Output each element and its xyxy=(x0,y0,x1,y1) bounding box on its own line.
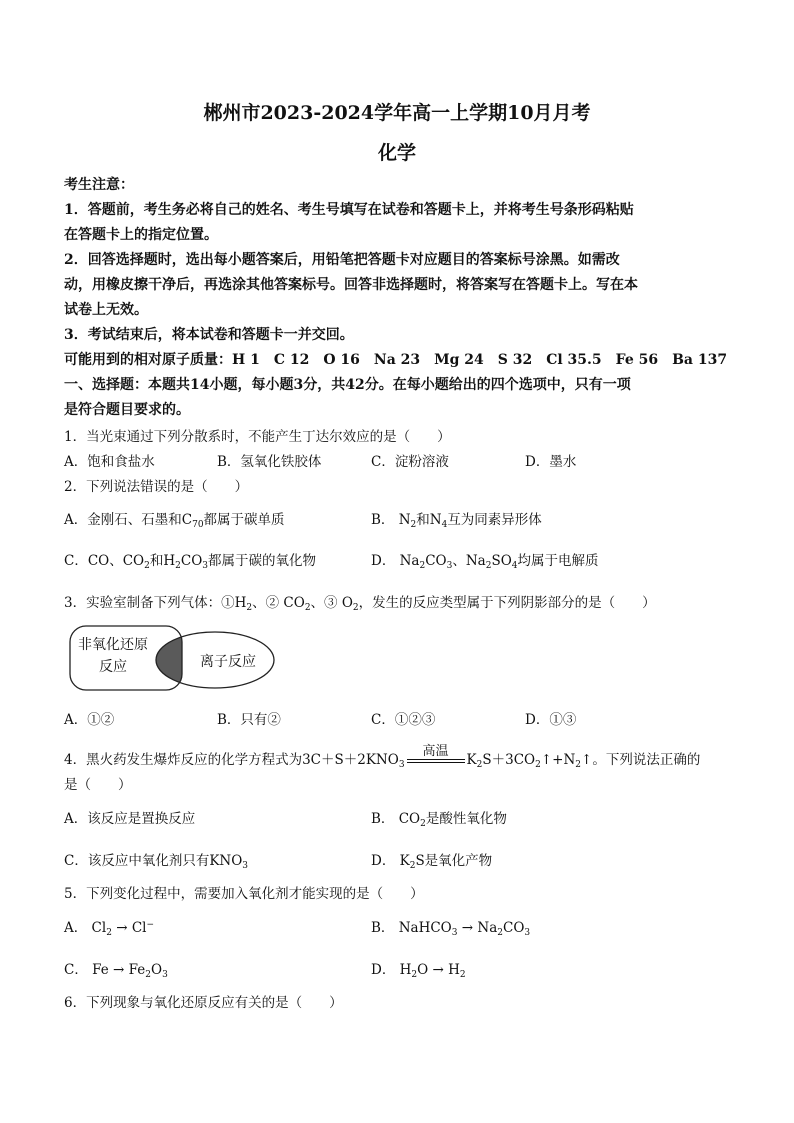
q4-option-d: D． $K_2S$是氧化产物 xyxy=(371,853,493,871)
q3-option-b: B．只有② xyxy=(217,712,281,728)
notice-item-1-line-1: 1．答题前，考生务必将自己的姓名、考生号填写在试卷和答题卡上，并将考生号条形码粘贴 xyxy=(64,202,634,218)
exam-title: 郴州市2023-2024学年高一上学期10月月考 xyxy=(203,102,591,124)
q5-option-a: A． $Cl_2 \to Cl^-$ xyxy=(64,920,155,938)
q3-stem: 3．实验室制备下列气体：$①H_2$、② $CO_2$、③ $O_2$，发生的反应类型属于下列阴影部分的是（ ） xyxy=(64,595,656,613)
q2-option-c: C．CO、$CO_2$和$H_2CO_3$都属于碳的氧化物 xyxy=(64,553,317,571)
notice-item-3: 3．考试结束后，将本试卷和答题卡一并交回。 xyxy=(64,327,354,343)
q3-option-c: C．①②③ xyxy=(371,712,436,728)
q2-option-a: A．金刚石、石墨和$C_{70}$都属于碳单质 xyxy=(64,512,285,530)
double-line xyxy=(407,759,465,763)
venn-left-label-line-2: 反应 xyxy=(99,658,127,674)
q1-option-b: B．氢氧化铁胶体 xyxy=(217,454,322,470)
section-1-line-2: 是符合题目要求的。 xyxy=(64,402,190,418)
q4-option-c: C．该反应中氧化剂只有$KNO_3$ xyxy=(64,853,249,871)
q3-option-a: A．①② xyxy=(64,712,115,728)
q1-option-d: D．墨水 xyxy=(525,454,577,470)
q2-stem: 2．下列说法错误的是（ ） xyxy=(64,479,249,495)
notice-heading: 考生注意： xyxy=(64,177,134,193)
q5-option-c: C． $Fe \to Fe_2O_3$ xyxy=(64,962,168,980)
q2-option-b: B． $N_2$和$N_4$互为同素异形体 xyxy=(371,512,542,530)
q5-stem: 5．下列变化过程中，需要加入氧化剂才能实现的是（ ） xyxy=(64,886,424,902)
q4-stem-line-2: 是（ ） xyxy=(64,777,132,793)
notice-item-2-line-2: 动，用橡皮擦干净后，再选涂其他答案标号。回答非选择题时，将答案写在答题卡上。写在本 xyxy=(64,277,638,293)
q5-option-b: B． NaHCO$_3$ → $Na_2CO_3$ xyxy=(371,920,531,938)
q1-option-a: A．饱和食盐水 xyxy=(64,454,155,470)
q3-option-d: D．①③ xyxy=(525,712,577,728)
section-1-line-1: 一、选择题：本题共14小题，每小题3分，共42分。在每小题给出的四个选项中，只有一项 xyxy=(64,377,631,393)
atomic-masses: 可能用到的相对原子质量：H 1 C 12 O 16 Na 23 Mg 24 S 32 Cl 35.5 Fe 56 Ba 137 xyxy=(64,352,728,368)
q4-option-a: A．该反应是置换反应 xyxy=(64,811,196,827)
subject-title: 化学 xyxy=(377,142,416,164)
q1-stem: 1．当光束通过下列分散系时，不能产生丁达尔效应的是（ ） xyxy=(64,429,451,445)
notice-item-2-line-3: 试卷上无效。 xyxy=(64,302,148,318)
venn-right-label: 离子反应 xyxy=(200,653,256,669)
notice-item-2-line-1: 2．回答选择题时，选出每小题答案后，用铅笔把答题卡对应题目的答案标号涂黑。如需改 xyxy=(64,252,620,268)
reaction-arrow xyxy=(405,744,467,768)
venn-diagram-svg xyxy=(68,624,283,694)
q1-option-c: C．淀粉溶液 xyxy=(371,454,449,470)
q6-stem: 6．下列现象与氧化还原反应有关的是（ ） xyxy=(64,995,343,1011)
q5-option-d: D． $H_2O \to H_2$ xyxy=(371,962,466,980)
q2-option-d: D． $Na_2CO_3$、$Na_2SO_4$均属于电解质 xyxy=(371,553,599,571)
venn-diagram xyxy=(68,624,283,694)
reaction-condition: 高温 xyxy=(422,744,449,759)
notice-item-1-line-2: 在答题卡上的指定位置。 xyxy=(64,227,218,243)
q4-option-b: B． $CO_2$是酸性氧化物 xyxy=(371,811,507,829)
q4-stem-line-1: 4．黑火药发生爆炸反应的化学方程式为$3C+S+2KNO_3$ 高温 $K_2S+3CO_2↑+N_2↑$。下列说法正确的 xyxy=(64,748,700,768)
venn-left-label-line-1: 非氧化还原 xyxy=(78,636,148,652)
